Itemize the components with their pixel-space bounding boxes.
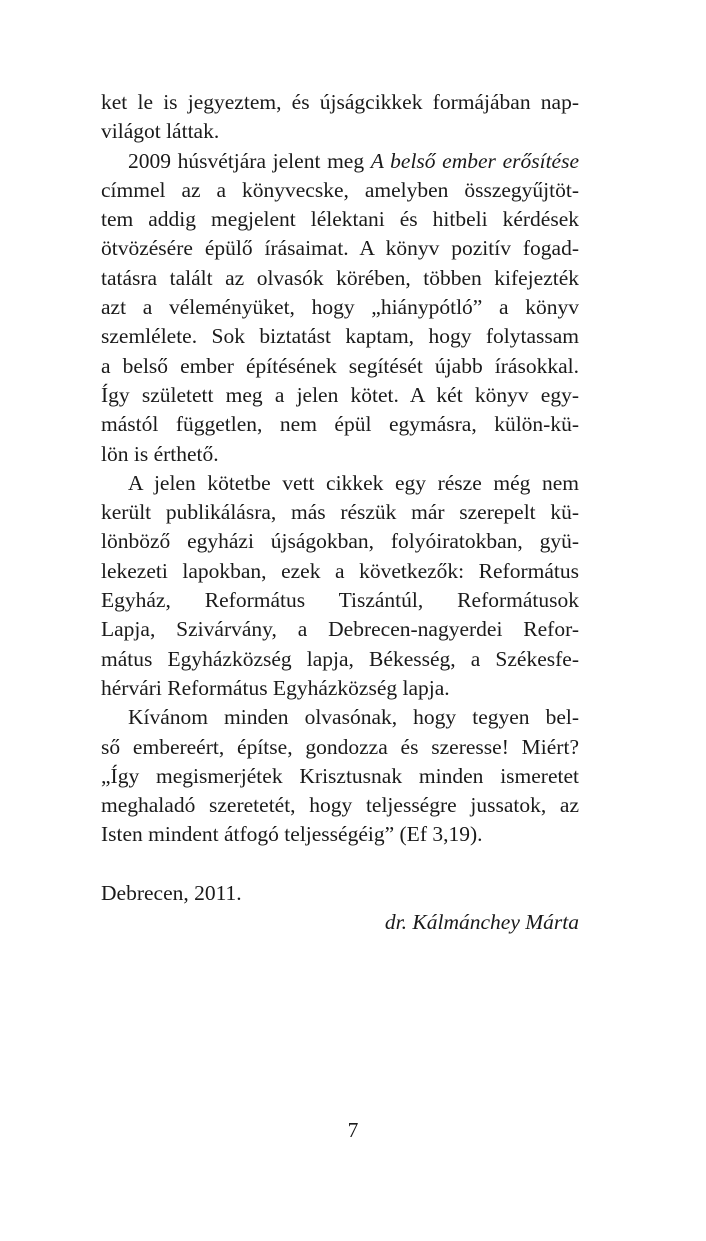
text-line: tem addig megjelent lélektani és hitbeli kérdések [101, 207, 579, 232]
text-line: címmel az a könyvecske, amelyben összegyűjtöt- [101, 177, 579, 202]
text-line: Így született meg a jelen kötet. A két könyv egy- [101, 382, 579, 407]
text-line: meghaladó szeretetét, hogy teljességre jussatok, az [101, 793, 579, 818]
author-signature: dr. Kálmánchey Márta [384, 910, 579, 935]
text-line: lönböző egyházi újságokban, folyóiratokban, gyü- [101, 529, 579, 554]
text-line: ket le is jegyeztem, és újságcikkek formájában nap- [101, 90, 579, 114]
text-line: hérvári Református Egyházközség lapja. [101, 675, 450, 700]
paragraph-3 [101, 469, 579, 703]
book-title: A belső ember erősítése [370, 148, 579, 173]
text-line: tatásra talált az olvasók körében, többen kifejezték [101, 265, 579, 290]
text-line: került publikálásra, más részük már szerepelt kü- [101, 500, 579, 525]
text-line: „Így megismerjétek Krisztusnak minden ismeretet [101, 763, 579, 788]
text-line: világot láttak. [101, 119, 220, 144]
place-date: Debrecen, 2011. [101, 881, 242, 906]
text-line: szemlélete. Sok biztatást kaptam, hogy folytassam [101, 324, 579, 349]
text-fragment: 2009 húsvétjára jelent meg [128, 148, 365, 173]
text-line: ötvözésére épülő írásaimat. A könyv pozitív fogad- [101, 236, 579, 261]
text-line: Kívánom minden olvasónak, hogy tegyen bel- [128, 705, 579, 730]
text-line: Egyház, Református Tiszántúl, Reformátusok [101, 588, 579, 613]
spacer [101, 850, 579, 879]
page-number: 7 [347, 1118, 359, 1142]
text-line: mástól független, nem épül egymásra, külön-kü- [101, 412, 579, 437]
text-line: ső embereért, építse, gondozza és szeresse! Miért? [101, 734, 579, 759]
text-line: a belső ember építésének segítését újabb írásokkal. [101, 353, 579, 378]
paragraph-4 [101, 703, 579, 849]
text-line-with-title [101, 147, 579, 176]
text-line: lekezeti lapokban, ezek a következők: Református [101, 558, 579, 583]
text-line: mátus Egyházközség lapja, Békesség, a Székesfe- [101, 646, 579, 671]
paragraph-1 [101, 88, 579, 147]
text-line: Isten mindent átfogó teljességéig” (Ef 3,19). [101, 822, 483, 847]
paragraph-2 [101, 147, 579, 469]
text-line: Lapja, Szivárvány, a Debrecen-nagyerdei Refor- [101, 617, 579, 642]
page-body [101, 88, 579, 938]
text-line: azt a véleményüket, hogy „hiánypótló” a könyv [101, 295, 579, 320]
text-line: A jelen kötetbe vett cikkek egy része még nem [128, 470, 579, 495]
text-line: lön is érthető. [101, 441, 219, 466]
